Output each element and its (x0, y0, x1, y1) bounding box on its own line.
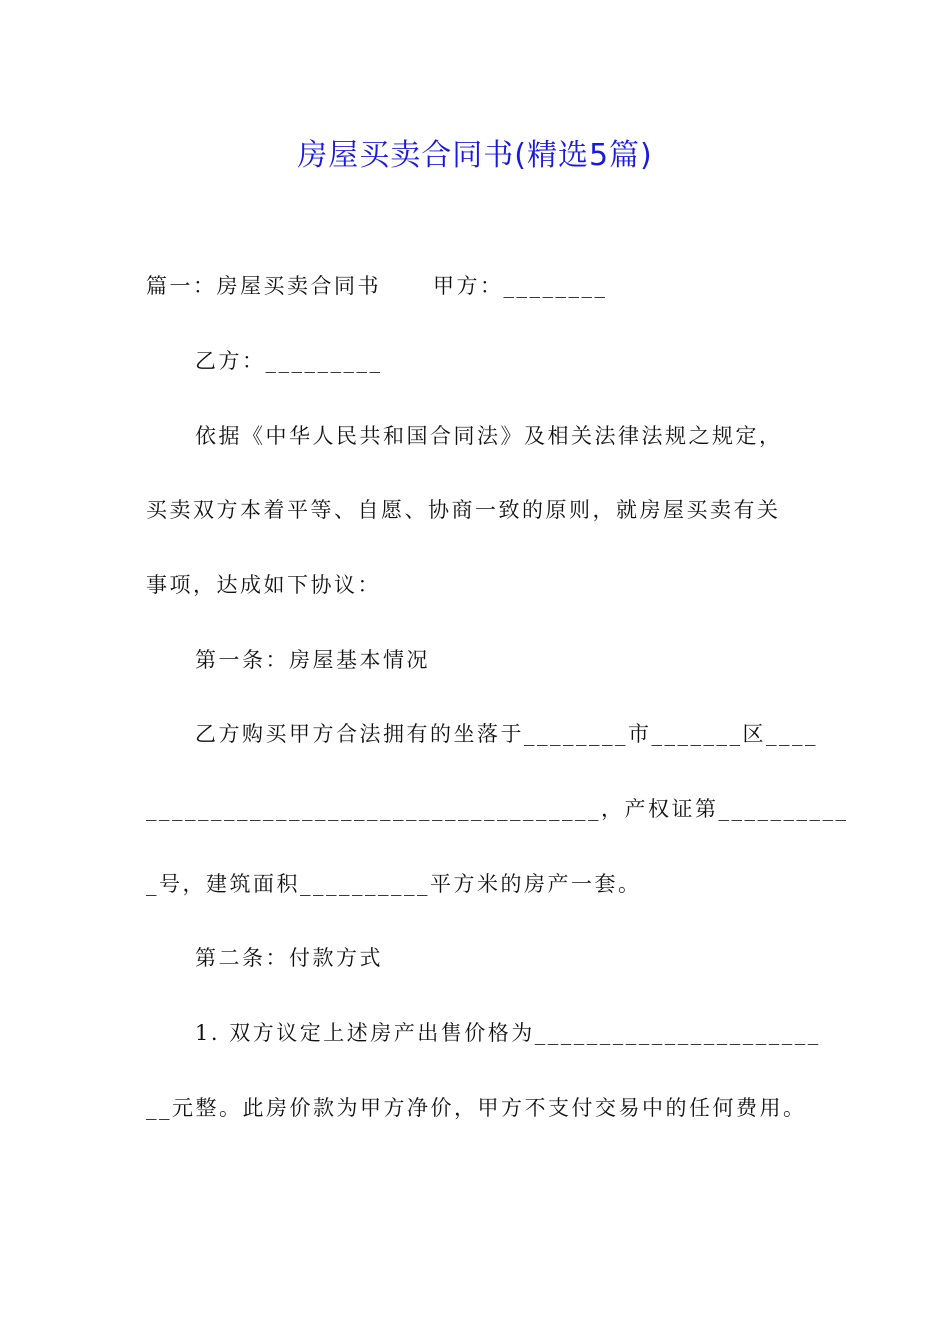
document-title: 房屋买卖合同书(精选5篇) (297, 138, 653, 173)
party-b-field: 乙方：_________ (195, 349, 383, 373)
section-heading-line (146, 271, 608, 301)
article-1-text-2: ___________________________________，产权证第__________ (146, 797, 849, 821)
section-heading: 篇一：房屋买卖合同书 (146, 274, 381, 298)
paragraph-intro-1: 依据《中华人民共和国合同法》及相关法律法规之规定， (195, 424, 783, 448)
paragraph-intro-3: 事项，达成如下协议： (146, 573, 381, 597)
party-a-field: 甲方：________ (433, 274, 608, 298)
article-2-item-1: 1. 双方议定上述房产出售价格为______________________ (195, 1021, 821, 1045)
article-1-text-3: _号，建筑面积__________平方米的房产一套。 (146, 872, 642, 896)
article-2-item-1-cont: __元整。此房价款为甲方净价，甲方不支付交易中的任何费用。 (146, 1096, 807, 1120)
paragraph-intro-2: 买卖双方本着平等、自愿、协商一致的原则，就房屋买卖有关 (146, 498, 781, 522)
article-2-heading: 第二条：付款方式 (195, 946, 383, 970)
article-1-heading: 第一条：房屋基本情况 (195, 648, 430, 672)
article-1-text-1: 乙方购买甲方合法拥有的坐落于________市_______区____ (195, 722, 818, 746)
